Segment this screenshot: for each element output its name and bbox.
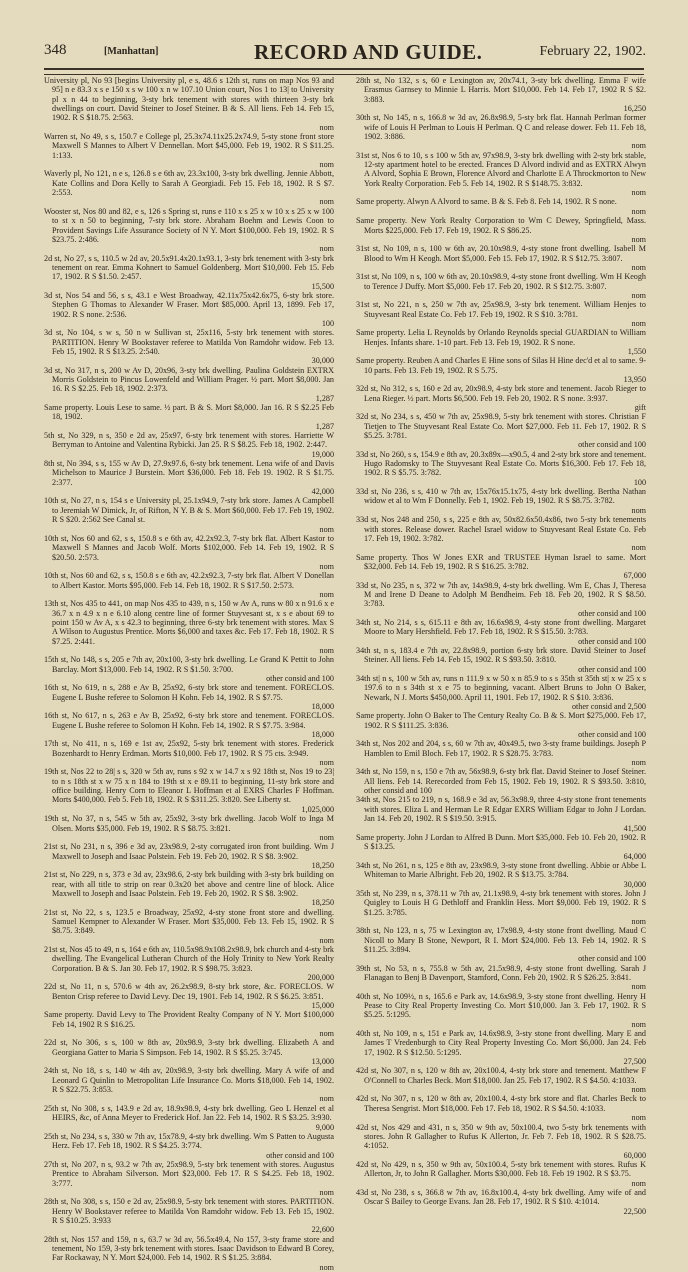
entry-amount: nom [631,141,646,151]
entry-description: 17th st, No 411, n s, 169 e 1st av, 25x92, 5-sty brk tenement with stores. Frederick Bozenhardt to Henry Erdman. Morts $10,000. Feb 17, 1902. R S 75 cts. 3:949. [44,739,334,758]
entry-description: 33d st, No 236, s s, 410 w 7th av, 15x76x15.1x75, 4-sty brk dwelling. Bertha Nathan widow et al to Wm F Donnelly. Feb 1, 1902. Feb 19, 1902. R S $8.75. 3:782. [356,487,646,506]
entry-text [44,1160,334,1197]
conveyance-entry [356,553,646,581]
entry-text [44,403,334,431]
entry-text [356,618,646,646]
conveyance-entry [44,599,334,655]
entry-amount: nom [319,1029,334,1039]
conveyance-entry [356,216,646,244]
entry-amount: 18,000 [311,730,334,740]
entry-description: 39th st, No 53, n s, 755.8 w 5th av, 21.5x98.9, 4-sty stone front dwelling. Sarah J Flanagan to Benj B Davenport, Stamford, Conn. Feb 20, 1902. R S $26.25. 3:841. [356,963,646,982]
entry-description: Same property. New York Realty Corporation to Wm C Dewey, Springfield, Mass. Morts $225,000. Feb 17. Feb 19, 1902. R S $86.25. [356,216,646,235]
entry-text [44,711,334,739]
entry-description: Same property. Lelia L Reynolds by Orlando Reynolds special GUARDIAN to William Henjes. Infants share. 1-10 part. Feb 13. Feb 19, 1902. R S none. [356,328,646,347]
entry-amount: nom [319,645,334,655]
conveyance-entry [44,1066,334,1103]
entry-description: 42d st, No 307, n s, 120 w 8th av, 20x100.4, 4-sty brk store and flat. Charles Beck to Theresa Sengrist. Mort $18,000. Feb 17. Feb 18, 1902. R S $4.50. 4:1033. [356,1094,646,1113]
conveyance-entry [356,889,646,926]
entry-description: 21st st, No 229, n s, 373 e 3d av, 23x98.6, 2-sty brk building with 3-sty brk building on rear, with all title to strip on rear 0.3x20 bet above and centre line of block. Alice Maxwell to Joseph and Isaac Polstein. Feb 19. Feb 20, 1902. R S $8. 3:902. [44,870,334,898]
entry-amount: nom [319,832,334,842]
entry-text [44,1038,334,1066]
entry-text [356,964,646,992]
conveyance-entry [44,945,334,982]
entry-text [44,254,334,291]
entry-text [356,1160,646,1188]
entry-amount: other consid and 100 [578,636,646,646]
entry-description: 28th st, Nos 157 and 159, n s, 63.7 w 3d av, 56.5x49.4, No 157, 3-sty frame store and tenement, No 159, 3-sty brk tenement with stores. Isaac Davidson to Edward B Corey, Far Rockaway, N Y. Mort $24,000. Feb 14, 1902. R S $1.25. 3:884. [44,1234,334,1263]
entry-text [356,197,646,216]
entry-description: Same property. Alwyn A Alvord to same. B & S. Feb 8. Feb 14, 1902. R S none. [356,197,617,207]
entry-text [44,496,334,533]
entry-amount: 15,500 [311,281,334,291]
entry-description: 35th st, No 239, n s, 378.11 w 7th av, 21.1x98.9, 4-sty brk tenement with stores. John J Quigley to Louis H G Dethloff and Franklin Hess. Mort $9,000. Feb 19, 1902. R S $1.25. 3:785. [356,888,646,917]
entry-description: 40th st, No 109, n s, 151 e Park av, 14.6x98.9, 3-sty stone front dwelling. Mary E and James T Vredenburgh to City Real Property Investing Co. Mort $6,000. Jan 24. Feb 17, 1902. R S $12.50. 5:1295. [356,1029,646,1057]
conveyance-entry [356,113,646,150]
conveyance-entry [356,197,646,216]
entry-text [44,814,334,842]
entry-amount: 1,287 [315,393,334,403]
entry-amount: 15,000 [311,1001,334,1011]
entry-description: Wooster st, Nos 80 and 82, e s, 126 s Spring st, runs e 110 x s 25 x w 10 x s 25 x w 100 to st x n 50 to beginning, 7-sty brk store. Abraham Boehm and Lewis Coon to Provident Savings Life Assurance Society of N Y. Mort $100,000. Feb 19, 1902. R S $23.75. 2:486. [44,206,334,244]
entry-text [44,908,334,945]
entry-description: 2d st, No 27, s s, 110.5 w 2d av, 20.5x91.4x20.1x93.1, 3-sty brk tenement with 3-sty brk tenement on rear. Emma Kohnert to Samuel Goldenberg. Mort $10,000. Feb 15. Feb 17, 1902. R S $1.50. 2:457. [44,253,334,282]
entry-text [356,581,646,618]
conveyance-entry [356,1066,646,1094]
entry-text [356,674,646,711]
entry-description: 25th st, No 234, s s, 330 w 7th av, 15x78.9, 4-sty brk dwelling. Wm S Patten to Augusta Herz. Feb 17. Feb 18, 1902. R S $4.25. 3:774. [44,1131,334,1151]
entry-text [356,356,646,384]
header-rule [44,68,644,75]
entry-text [44,1066,334,1103]
entry-amount: 30,000 [623,879,646,889]
entry-description: 3d st, No 104, s w s, 50 n w Sullivan st, 25x116, 5-sty brk tenement with stores. PARTITION. Henry W Bookstaver referee to Matilda Von Ramdohr widow. Feb 13. Feb 15, 1902. R S $13.25. 2:540. [44,328,334,356]
conveyance-entry [356,618,646,646]
entry-text [44,534,334,571]
entry-text [356,795,646,832]
right-column [356,76,646,1216]
entry-description: 21st st, No 22, s s, 123.5 e Broadway, 25x92, 4-sty stone front store and dwelling. Samuel Kempner to Alexander W Fraser. Mort $35,000. Feb 13. Feb 15, 1902. R S $8.75. 3:849. [44,907,334,936]
entry-description: 33d st, Nos 248 and 250, s s, 225 e 8th av, 50x82.6x50.4x86, two 5-sty brk tenements with stores. Release dower. Rachel Israel widow to Stuyvesant Real Estate Co. Feb 17. Feb 19, 1902. 3:782. [356,515,646,543]
conveyance-entry [356,244,646,272]
entry-amount: nom [631,1113,646,1123]
entry-text [356,515,646,552]
entry-description: 31st st, No 109, n s, 100 w 6th av, 20.10x98.9, 4-sty stone front dwelling. Isabell M Blood to Wm H Keogh. Mort $5,000. Feb 15. Feb 17, 1902. R S $12.75. 3:807. [356,244,646,263]
publication-title: RECORD AND GUIDE. [254,40,483,64]
conveyance-entry [356,515,646,552]
entry-amount: 27,500 [623,1057,646,1067]
entry-text [356,412,646,449]
left-column [44,76,334,1272]
entry-text [356,889,646,926]
conveyance-entry [44,1235,334,1272]
entry-amount: 41,500 [623,823,646,833]
entry-text [44,1235,334,1272]
conveyance-entry [356,739,646,767]
conveyance-entry [356,450,646,487]
entry-text [356,711,646,739]
conveyance-entry [356,711,646,739]
conveyance-entry [44,366,334,403]
entry-amount: other consid and 100 [578,954,646,964]
entry-description: 13th st, Nos 435 to 441, on map Nos 435 to 439, n s, 150 w Av A, runs w 80 x n 91.6 x e 36.7 x n 4.9 x n e 6.10 along centre line of former Stuyvesant st, x s e about 69 to point 150 w Av A, x s 42.3 to beginning, three 6-sty brk tenement with stores. Max S A Wilson to Augustus Prentice. Morts $6,000 and taxes &c. Feb 17. Feb 18, 1902. R S $7.25. 2:441. [44,599,334,646]
entry-text [356,767,646,795]
entry-amount: other consid and 100 [578,664,646,674]
entry-amount: nom [319,1262,334,1272]
entry-description: Warren st, No 49, s s, 150.7 e College pl, 25.3x74.11x25.2x74.9, 5-sty stone front store Maxwell S Mannes to Albert V Dennellan. Mort $45,000. Feb 19, 1902. R S $11.25. 1:133. [44,132,334,160]
entry-description: 42d st, No 429, n s, 350 w 9th av, 50x100.4, 5-sty brk tenement with stores. Rufus K Allerton, Jr, to John R Gallagher. Morts $30,000. Feb 18. Feb 19 1902. R S $3.75. [356,1159,646,1179]
entry-amount: 100 [633,477,646,487]
entry-description: 21st st, Nos 45 to 49, n s, 164 e 6th av, 110.5x98.9x108.2x98.9, brk church and 4-sty brk dwelling. The Evangelical Lutheran Church of the Holy Trinity to New York Realty Corporation. B & S. Jan 30. Feb 17, 1902. R S $98.75. 3:823. [44,944,334,973]
page-number: 348 [44,42,67,58]
entry-text [44,1104,334,1132]
entry-amount: nom [319,1094,334,1104]
entry-text [44,655,334,683]
entry-amount: nom [319,122,334,132]
entry-amount: nom [631,318,646,328]
entry-amount: 30,000 [311,356,334,366]
conveyance-entry [44,169,334,206]
entry-description: 3d st, Nos 54 and 56, s s, 43.1 e West Broadway, 42.11x75x42.6x75, 6-sty brk store. Stephen G Thomas to Alexander W Fraser. Mort $85,000. April 13, 1899. Feb 17, 1902. R S none. 2:536. [44,290,334,319]
entry-text [44,459,334,496]
conveyance-entry [356,1160,646,1188]
entry-amount: 13,000 [311,1057,334,1067]
entry-description: 32d st, No 234, s s, 450 w 7th av, 25x98.9, 5-sty brk tenement with stores. Christian F Tietjen to The Stuyvesant Real Estate Co. Mort $27,000. Feb 11. Feb 17, 1902. R S $5.25. 3:781. [356,412,646,441]
entry-amount: 200,000 [307,973,334,982]
entry-text [44,207,334,254]
entry-text [44,870,334,907]
entry-amount: nom [631,234,646,244]
entry-amount: nom [631,1178,646,1188]
entry-amount: nom [319,160,334,170]
entry-description: 34th st, Nos 202 and 204, s s, 60 w 7th av, 40x49.5, two 3-sty frame buildings. Joseph P Hamblen to Emil Bloch. Feb 17, 1902. R S $28.75. 3:783. [356,739,646,758]
entry-text [356,1188,646,1216]
entry-text [356,384,646,412]
conveyance-entry [356,384,646,412]
entry-amount: 22,600 [311,1225,334,1235]
conveyance-entry [356,646,646,674]
entry-text [44,1132,334,1160]
conveyance-entry [356,964,646,992]
entry-amount: nom [631,982,646,992]
conveyance-entry [44,132,334,169]
entry-description: 34th st, No 214, s s, 615.11 e 8th av, 16.6x98.9, 4-sty stone front dwelling. Margaret Moore to Mary Hershfield. Feb 17. Feb 18, 1902. R S $15.50. 3:783. [356,617,646,637]
entry-description: 40th st, No 109½, n s, 165.6 e Park av, 14.6x98.9, 3-sty stone front dwelling. Henry H Pease to City Real Property Investing Co. Mort $10,000. Jan 3. Feb 17, 1902. R S $5.25. 5:1295. [356,991,646,1020]
entry-description: 15th st, No 148, s s, 205 e 7th av, 20x100, 3-sty brk dwelling. Le Grand K Pettit to John Barclay. Mort $13,000. Feb 14, 1902. R S $1.50. 3:700. [44,655,334,674]
entry-description: 25th st, No 308, s s, 143.9 e 2d av, 18.9x98.9, 4-sty brk dwelling. Geo L Henzel et al HEIRS, &c, of Anna Meyer to Frederick Hof. Jan 22. Feb 14, 1902. R S $3.25. 3:930. [44,1103,334,1123]
conveyance-entry [356,674,646,711]
entry-text [44,842,334,870]
entry-text [44,599,334,655]
conveyance-entry [44,1197,334,1234]
conveyance-entry [356,926,646,963]
conveyance-entry [356,151,646,198]
entry-description: 31st st, No 109, n s, 100 w 6th av, 20.10x98.9, 4-sty stone front dwelling. Wm H Keogh to Terence J Duffy. Mort $5,000. Feb 17. Feb 20, 1902. R S $12.75. 3:807. [356,272,646,291]
entry-amount: nom [319,524,334,534]
conveyance-entry [356,300,646,328]
entry-text [44,431,334,459]
entry-amount: nom [319,1187,334,1197]
entry-text [44,683,334,711]
entry-amount: 18,250 [311,898,334,908]
entry-amount: other consid and 100 [266,674,334,683]
entry-description: 28th st, No 308, s s, 150 e 2d av, 25x98.9, 5-sty brk tenement with stores. PARTITION. Henry W Bookstaver referee to Matilda Von Ramdohr widow. Feb 13. Feb 15, 1902. R S $10.25. 3:933 [44,1197,334,1225]
conveyance-entry [44,328,334,365]
entry-text [356,244,646,272]
conveyance-entry [356,767,646,795]
entry-amount: nom [631,262,646,272]
conveyance-entry [356,795,646,832]
entry-amount: 22,500 [623,1206,646,1216]
conveyance-entry [44,982,334,1010]
entry-description: 24th st, No 18, s s, 140 w 4th av, 20x98.9, 3-sty brk dwelling. Mary A wife of and Leonard G Quinlin to Metropolitan Life Insurance Co. Morts $18,000. Feb 14, 1902. R S $22.75. 3:853. [44,1066,334,1095]
entry-description: Same property. David Levy to The Provident Realty Company of N Y. Mort $100,000 Feb 14, 1902 R S $16.25. [44,1010,334,1029]
conveyance-entry [44,711,334,739]
entry-description: 22d st, No 11, n s, 570.6 w 4th av, 26.2x98.9, 8-sty brk store, &c. FORECLOS. W Benton Crisp referee to David Levy. Dec 19, 1901. Feb 14, 1902. R S $6.25. 3:851. [44,982,334,1001]
conveyance-entry [44,254,334,291]
entry-text [356,926,646,963]
issue-date: February 22, 1902. [539,44,646,59]
entry-text [44,739,334,767]
entry-amount: 9,000 [315,1122,334,1132]
entry-text [356,300,646,328]
entry-text [44,1197,334,1234]
entry-amount: other consid and 100 [578,608,646,618]
entry-amount: 18,000 [311,702,334,712]
entry-description: Same property. Reuben A and Charles E Hine sons of Silas H Hine dec'd et al to same. 9-10 parts. Feb 13. Feb 19, 1902. R S 5.75. [356,356,646,375]
entry-description: 30th st, No 145, n s, 166.8 w 3d av, 26.8x98.9, 5-sty brk flat. Hannah Perlman former wife of Louis H Perlman to Louis H Perlman. Q C and release dower. Feb 11. Feb 18, 1902. 3:886. [356,113,646,142]
entry-amount: nom [319,758,334,768]
entry-amount: 13,950 [623,375,646,384]
entry-text [356,1094,646,1122]
entry-description: 5th st, No 329, n s, 350 e 2d av, 25x97, 6-sty brk tenement with stores. Harriette W Berryman to Antoine and Valentina Rybicki. Jan 25. R S $8.25. Feb 18, 1902. 2:447. [44,431,334,450]
entry-amount: other consid and 2,500 [571,702,646,712]
entry-amount: nom [631,188,646,198]
entry-amount: nom [631,916,646,926]
entry-amount: nom [631,543,646,553]
entry-text [356,450,646,487]
entry-text [356,1066,646,1094]
entry-description: 27th st, No 207, n s, 93.2 w 7th av, 25x98.9, 5-sty brk tenement with stores. Augustus Prentice to Abraham Silverson. Mort $23,000. Feb 17. R S $4.25. Feb 18, 1902. 3:777. [44,1159,334,1188]
entry-amount: nom [319,244,334,254]
entry-text [356,739,646,767]
entry-text [356,553,646,581]
entry-text [44,1010,334,1038]
conveyance-entry [44,683,334,711]
conveyance-entry [44,291,334,328]
conveyance-entry [44,496,334,533]
entry-text [356,1029,646,1066]
entry-amount: 18,250 [311,860,334,870]
conveyance-entry [44,842,334,870]
entry-text [44,571,334,599]
entry-amount: 16,250 [623,104,646,114]
entry-description: 38th st, No 123, n s, 75 w Lexington av, 17x98.9, 4-sty stone front dwelling. Maud C Nicoll to Mary B Stone, Newport, R I. Mort $24,000. Feb 13. Feb 14, 1902. R S $11.25. 3:894. [356,926,646,954]
entry-description: 3d st, No 317, n s, 200 w Av D, 20x96, 3-sty brk dwelling. Paulina Goldstein EXTRX Morris Goldstein to Pincus Lowenfeld and William Prager. ½ part. Mort $8,000. Jan 16. R S $2.25. Feb 18, 1902. 2:373. [44,365,334,394]
entry-amount: nom [631,758,646,768]
entry-amount: nom [319,561,334,571]
entry-amount: 67,000 [623,571,646,581]
entry-description: 34th st, n s, 183.4 e 7th av, 22.8x98.9, portion 6-sty brk store. David Steiner to Josef Steiner. All liens. Feb 14. Feb 15, 1902. R S $93.50. 3:810. [356,645,646,665]
conveyance-entry [44,655,334,683]
conveyance-entry [356,833,646,861]
entry-description: 34th st| n s, 100 w 5th av, runs n 111.9 x w 50 x n 85.9 to s s 35th st 35th st| x w 25 x s 197.6 to n s 34th st x e 75 to beginning, vacant. Albert Bruns to John O Baker, Newark, N J. Morts $450,000. April 11, 1901. Feb 17, 1902. R S $10. 3:836. [356,674,646,702]
conveyance-entry [356,581,646,618]
entry-text [44,982,334,1010]
entry-text [356,992,646,1029]
entry-description: 31st st, No 221, n s, 250 w 7th av, 25x98.9, 3-sty brk tenement. William Henjes to Stuyvesant Real Estate Co. Feb 17. Feb 19, 1902. R S $10. 3:781. [356,300,646,319]
entry-amount: nom [319,935,334,945]
entry-amount: nom [319,197,334,207]
conveyance-entry [44,908,334,945]
entry-description: Same property. John O Baker to The Century Realty Co. B & S. Mort $275,000. Feb 17, 1902. R S $111.25. 3:836. [356,711,646,730]
entry-amount: nom [631,290,646,300]
entry-amount: other consid and 100 [578,730,646,740]
masthead [44,40,644,68]
entry-text [44,291,334,328]
entry-text [356,646,646,674]
entry-description: 28th st, No 132, s s, 60 e Lexington av, 20x74.1, 3-sty brk dwelling. Emma F wife Erasmus Garnsey to Minnie L Harris. Mort $10,000. Feb 14. Feb 17, 1902 R S $2. 3:883. [356,76,646,104]
entry-amount: 1,287 [315,421,334,431]
entry-description: Same property. Louis Lese to same. ½ part. B & S. Mort $8,000. Jan 16. R S $2.25 Feb 18, 1902. [44,403,334,422]
entry-amount: 42,000 [311,487,334,497]
entry-text [44,76,334,132]
entry-description: 31st st, Nos 6 to 10, s s 100 w 5th av, 97x98.9, 3-sty brk dwelling with 2-sty brk stable, 12-sty apartment hotel to be erected. Frances D Alvord individ and as EXTRX Alwyn A Alvord, Sophia E Brown, Florence Alvord and Charlotte E A Throckmorton to New York Realty Corporation. Feb 5. Feb 14, 1902. R S $148.75. 3:832. [356,150,646,188]
conveyance-entry [44,571,334,599]
conveyance-entry [356,76,646,113]
conveyance-entry [356,487,646,515]
entry-text [356,151,646,198]
entry-description: 8th st, No 394, s s, 155 w Av D, 27.9x97.6, 6-sty brk tenement. Lena wife of and Davis Michelson to Maurice J Burstein. Mort $36,000. Feb 18. Feb 19. 1902. R S $1.75. 2:377. [44,459,334,487]
entry-amount: 19,000 [311,449,334,459]
conveyance-entry [356,1094,646,1122]
entry-description: 10th st, Nos 60 and 62, s s, 150.8 s e 6th av, 42.2x92.3, 7-sty brk flat. Albert Kastor to Maxwell S Mannes and Jacob Wolf. Morts $102,000. Feb 14. Feb 19, 1902. R S $20.50. 2:573. [44,533,334,562]
conveyance-entry [44,1160,334,1197]
entry-text [356,1123,646,1160]
conveyance-entry [44,1010,334,1038]
entry-amount: nom [631,1019,646,1029]
entry-text [44,366,334,403]
entry-amount: 64,000 [623,851,646,861]
conveyance-entry [356,992,646,1029]
entry-description: Same property. John J Lordan to Alfred B Dunn. Mort $35,000. Feb 10. Feb 20, 1902. R S $13.25. [356,832,646,852]
entry-amount: 1,025,000 [301,804,334,814]
conveyance-entry [356,1123,646,1160]
entry-amount: other consid and 100 [578,440,646,450]
entry-description: 22d st, No 306, s s, 100 w 8th av, 20x98.9, 3-sty brk dwelling. Elizabeth A and Georgiana Gatter to Maria S Simpson. Feb 14, 1902. R S $5.25. 3:745. [44,1038,334,1057]
entry-text [356,861,646,889]
conveyance-entry [44,1038,334,1066]
conveyance-entry [44,1132,334,1160]
entry-text [356,113,646,150]
conveyance-entry [44,76,334,132]
conveyance-entry [356,328,646,356]
conveyance-entry [356,1188,646,1216]
conveyance-entry [356,412,646,449]
conveyance-entry [356,356,646,384]
entry-description: 34th st, Nos 215 to 219, n s, 168.9 e 3d av, 56.3x98.9, three 4-sty stone front tenements with stores. Eliza L and Herman Le R Edgar EXRS William Edgar to John J Lordan. Jan 14. Feb 20, 1902. R S $19.50. 3:915. [356,795,646,824]
entry-description: 16th st, No 619, n s, 288 e Av B, 25x92, 6-sty brk store and tenement. FORECLOS. Eugene L Bushe referee to Solomon H Kohn. Feb 14, 1902. R S $7.75. [44,683,334,702]
entry-text [356,487,646,515]
entry-description: 33d st, No 235, n s, 372 w 7th av, 14x98.9, 4-sty brk dwelling. Wm E, Chas J, Theresa M and Irene D Deane to Adolph M Bendheim. Feb 18. Feb 20, 1902. R S $8.50. 3:783. [356,580,646,609]
entry-text [44,132,334,169]
entry-text [356,328,646,356]
conveyance-entry [356,861,646,889]
section-tag: [Manhattan] [104,46,159,57]
entry-description: Same property. Thos W Jones EXR and TRUSTEE Hyman Israel to same. Mort $32,000. Feb 14. Feb 19, 1902. R S $16.25. 3:782. [356,552,646,571]
conveyance-entry [44,534,334,571]
entry-amount: other consid and 100 [266,1150,334,1160]
entry-amount: gift [634,403,646,413]
entry-amount: nom [631,505,646,515]
entry-text [356,833,646,861]
entry-description: 42d st, Nos 429 and 431, n s, 350 w 9th av, 50x100.4, two 5-sty brk tenements with stores. John R Gallagher to Rufus K Allerton, Jr. Feb 7. Feb 18, 1902. R S $28.75. 4:1052. [356,1122,646,1151]
entry-description: 42d st, No 307, n s, 120 w 8th av, 20x100.4, 4-sty brk store and tenement. Matthew F O'Connell to Charles Beck. Mort $18,000. Jan 25. Feb 17, 1902. R S $4.50. 4:1033. [356,1066,646,1085]
entry-amount: nom [319,589,334,599]
entry-description: 19th st, Nos 22 to 28| s s, 320 w 5th av, runs s 92 x w 14.7 x s 92 18th st, Nos 19 to 23| to n s 18th st x w 75 x n 184 to 19th st x e 89.11 to beginning, 11-sty brk store and office building. Henry Corn to Eleanor L Hoffman et al EXRS Charles F Hoffman. Morts $400,000. Feb 5. Feb 18, 1902. R S $311.25. 3:820. See Liberty st. [44,767,334,805]
entry-text [356,76,646,113]
conveyance-entry [44,814,334,842]
conveyance-entry [44,767,334,814]
conveyance-entry [44,207,334,254]
entry-amount: nom [631,1085,646,1095]
entry-description: 19th st, No 37, n s, 545 w 5th av, 25x92, 3-sty brk dwelling. Jacob Wolf to Inga M Olsen. Morts $35,000. Feb 19, 1902. R S $8.75. 3:821. [44,814,334,833]
entry-text [44,767,334,814]
entry-amount: 1,550 [627,346,646,356]
entry-description: 34th st, No 261, n s, 125 e 8th av, 23x98.9, 3-sty stone front dwelling. Abbie or Abbe L Whiteman to Marie Albright. Feb 20, 1902. R S $13.75. 3:784. [356,860,646,880]
entry-description: 43d st, No 238, s s, 366.8 w 7th av, 16.8x100.4, 4-sty brk dwelling. Amy wife of and Oscar S Bailey to George Evans. Jan 28. Feb 17, 1902. R S $10. 4:1014. [356,1187,646,1207]
entry-description: 34th st, No 159, n s, 150 e 7th av, 56x98.9, 6-sty brk flat. David Steiner to Josef Steiner. All liens. Feb 14. Rerecorded from Feb 15, 1902. Feb 19, 1902. R S $93.50. 3:810, other consid and 100 [356,767,646,796]
conveyance-entry [44,1104,334,1132]
entry-text [44,169,334,206]
conveyance-entry [44,739,334,767]
entry-description: 16th st, No 617, n s, 263 e Av B, 25x92, 6-sty brk store and tenement. FORECLOS. Eugene L Bushe referee to Solomon H Kohn. Feb 14, 1902. R S $7.75. 3:984. [44,711,334,730]
entry-description: 10th st, Nos 60 and 62, s s, 150.8 s e 6th av, 42.2x92.3, 7-sty brk flat. Albert V Donellan to Albert Kastor. Morts $95,000. Feb 14. Feb 18, 1902. R S $17.50. 2:573. [44,571,334,590]
entry-description: 10th st, No 27, n s, 154 s e University pl, 25.1x94.9, 7-sty brk store. James A Campbell to Jeremiah W Dimick, Jr, of Rifton, N Y. B & S. Mort $60,000. Feb 17. Feb 19, 1902. R S $20. 2:562 See Canal st. [44,496,334,525]
conveyance-entry [356,1029,646,1066]
entry-text [356,272,646,300]
entry-description: 21st st, No 231, n s, 396 e 3d av, 23x98.9, 2-sty corrugated iron front building. Wm J Maxwell to Joseph and Isaac Polstein. Feb 19. Feb 20, 1902. R S $8. 3:902. [44,842,334,861]
entry-text [44,328,334,365]
conveyance-entry [44,403,334,431]
conveyance-entry [44,459,334,496]
entry-text [356,216,646,244]
entry-description: 32d st, No 312, s s, 160 e 2d av, 20x98.9, 4-sty brk store and tenement. Jacob Rieger to Lena Rieger. ½ part. Morts $6,500. Feb 19. Feb 20, 1902. R S none. 3:937. [356,384,646,403]
entry-amount: 100 [321,318,334,328]
entry-description: 33d st, No 260, s s, 154.9 e 8th av, 20.3x89x—x90.5, 4 and 2-sty brk store and tenement. Hugo Radomsky to The Stuyvesant Real Estate Co. Morts $16,300. Feb 17. Feb 18, 1902. R S $5.75. 3:782. [356,449,646,478]
entry-description: Waverly pl, No 121, n e s, 126.8 s e 6th av, 23.3x100, 3-sty brk dwelling. Jennie Abbott, Kate Collins and Dora Kelly to Sarah A Georgiadi. Feb 15. Feb 18, 1902. R S $7. 2:553. [44,169,334,198]
conveyance-entry [356,272,646,300]
entry-text [44,945,334,982]
entry-description: University pl, No 93 [begins University pl, e s, 48.6 s 12th st, runs on map Nos 93 and 95] n e 83.3 x s e 150 x s w 100 x n w 107.10 Union court, Nos 1 to 13| to University pl x n 44 to beginning, 3-sty brk tenement with stores with thirteen 3-sty brk dwellings on court. David Steiner to Josef Steiner. B & S. All liens. Feb 14. Feb 15, 1902. R S $18.75. 2:563. [44,76,334,123]
entry-amount: 60,000 [623,1150,646,1160]
conveyance-entry [44,431,334,459]
entry-amount: nom [631,206,646,216]
conveyance-entry [44,870,334,907]
